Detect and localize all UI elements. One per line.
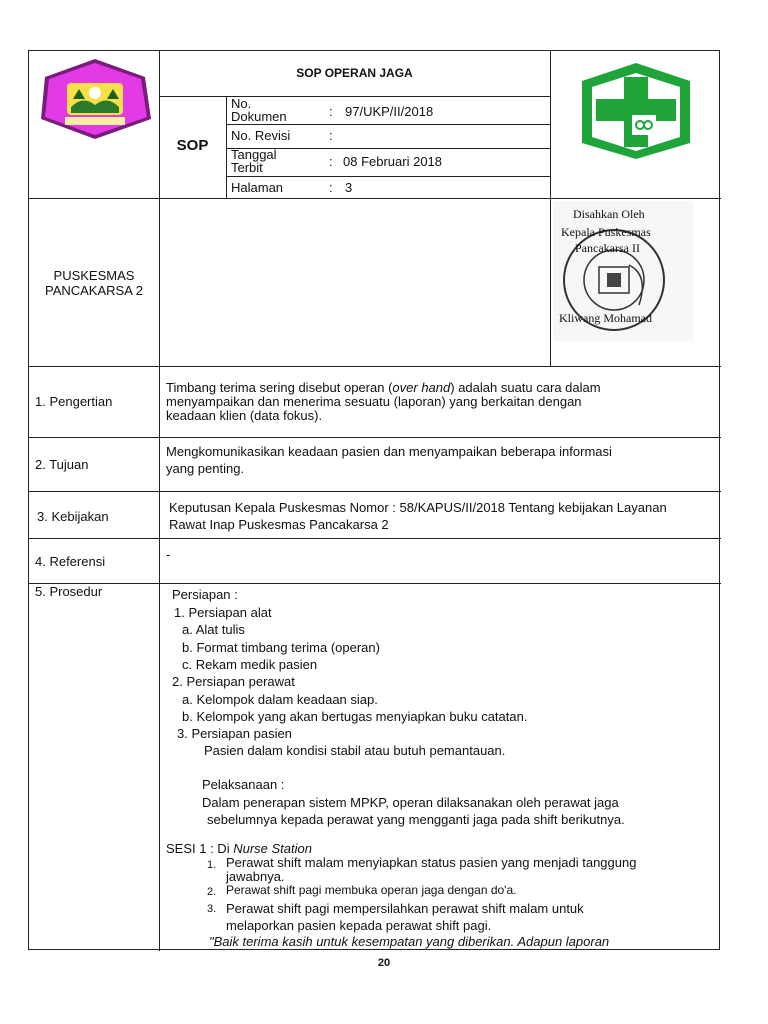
sesi-item-text: Perawat shift pagi membuka operan jaga dengan do'a.: [226, 883, 517, 897]
column-divider-fields: [226, 96, 227, 198]
row-divider: [29, 491, 721, 492]
field-colon: :: [329, 180, 333, 195]
field-label-no-revisi: No. Revisi: [231, 128, 291, 143]
column-divider-right: [550, 51, 551, 366]
field-value-tanggal-terbit: 08 Februari 2018: [343, 154, 443, 169]
sesi-item-text: Perawat shift pagi mempersilahkan perawat shift malam untuk melaporkan pasien kepada perawat shift pagi.: [226, 901, 584, 933]
section-label-pengertian: 1. Pengertian: [35, 394, 113, 409]
prosedur-item: b. Format timbang terima (operan): [182, 640, 380, 655]
prosedur-item: 2. Persiapan perawat: [172, 674, 295, 689]
field-label-halaman: Halaman: [231, 180, 284, 195]
approval-line2: Kepala Puskesmas: [561, 225, 651, 239]
prosedur-item: 1. Persiapan alat: [174, 605, 272, 620]
row-divider: [226, 124, 550, 125]
approval-line1: Disahkan Oleh: [573, 207, 645, 221]
sop-label: SOP: [176, 137, 209, 154]
prosedur-text: Pasien dalam kondisi stabil atau butuh pemantauan.: [204, 743, 506, 758]
prosedur-text: Dalam penerapan sistem MPKP, operan dilaksanakan oleh perawat jaga: [202, 795, 619, 810]
document-title: SOP OPERAN JAGA: [296, 66, 413, 80]
sesi-item-text: Perawat shift malam menyiapkan status pasien yang menjadi tanggung jawabnya.: [226, 855, 637, 884]
field-label-no-dokumen: No. Dokumen: [231, 96, 287, 124]
section-label-prosedur: 5. Prosedur: [35, 584, 103, 599]
page-number: 20: [377, 957, 391, 969]
field-colon: :: [329, 154, 333, 169]
prosedur-item: a. Kelompok dalam keadaan siap.: [182, 692, 378, 707]
prosedur-text: sebelumnya kepada perawat yang mengganti jaga pada shift berikutnya.: [207, 812, 625, 827]
field-colon: :: [329, 104, 333, 119]
field-value-no-dokumen: 97/UKP/II/2018: [345, 104, 434, 119]
prosedur-item: b. Kelompok yang akan bertugas menyiapkan buku catatan.: [182, 709, 528, 724]
section-label-referensi: 4. Referensi: [35, 554, 106, 569]
row-divider: [29, 437, 721, 438]
field-colon: :: [329, 128, 333, 143]
institution-name: PUSKESMAS PANCAKARSA 2: [44, 268, 144, 298]
approval-stamp-area: [553, 201, 693, 341]
section-label-kebijakan: 3. Kebijakan: [37, 509, 109, 524]
row-divider: [29, 538, 721, 539]
approver-name: Kliwang Mohamad: [559, 311, 652, 325]
sesi-item-number: 1.: [207, 859, 217, 871]
row-divider: [29, 366, 721, 367]
section-label-tujuan: 2. Tujuan: [35, 457, 89, 472]
section-text-referensi: -: [166, 547, 171, 562]
prosedur-persiapan: Persiapan :: [172, 587, 238, 602]
sop-document: [28, 50, 720, 950]
column-divider: [159, 51, 160, 951]
prosedur-pelaksanaan: Pelaksanaan :: [202, 777, 285, 792]
puskesmas-logo: [578, 61, 694, 161]
row-divider: [226, 176, 550, 177]
row-divider: [29, 198, 721, 199]
section-text-kebijakan: Keputusan Kepala Puskesmas Nomor : 58/KAPUS/II/2018 Tentang kebijakan Layanan Rawat Inap Puskesmas Pancakarsa 2: [169, 500, 667, 532]
field-label-tanggal-terbit: Tanggal Terbit: [231, 147, 277, 175]
section-text-tujuan: Mengkomunikasikan keadaan pasien dan menyampaikan beberapa informasi yang penting.: [166, 444, 612, 476]
regency-logo: [37, 57, 153, 141]
sesi-item-number: 2.: [207, 886, 217, 898]
prosedur-sesi: SESI 1 : Di Nurse Station: [166, 841, 312, 856]
row-divider: [159, 96, 550, 97]
prosedur-item: c. Rekam medik pasien: [182, 657, 318, 672]
prosedur-item: a. Alat tulis: [182, 622, 245, 637]
row-divider: [29, 583, 721, 584]
approval-line3: Pancakarsa II: [575, 241, 640, 255]
section-text-pengertian: Timbang terima sering disebut operan (over hand) adalah suatu cara dalam menyampaikan dan menerima sesuatu (laporan) yang berkaitan dengan keadaan klien (data fokus).: [166, 380, 601, 423]
field-value-halaman: 3: [345, 180, 353, 195]
sesi-quote: "Baik terima kasih untuk kesempatan yang diberikan. Adapun laporan: [209, 934, 610, 949]
prosedur-item: 3. Persiapan pasien: [177, 726, 292, 741]
sesi-item-number: 3.: [207, 903, 217, 915]
